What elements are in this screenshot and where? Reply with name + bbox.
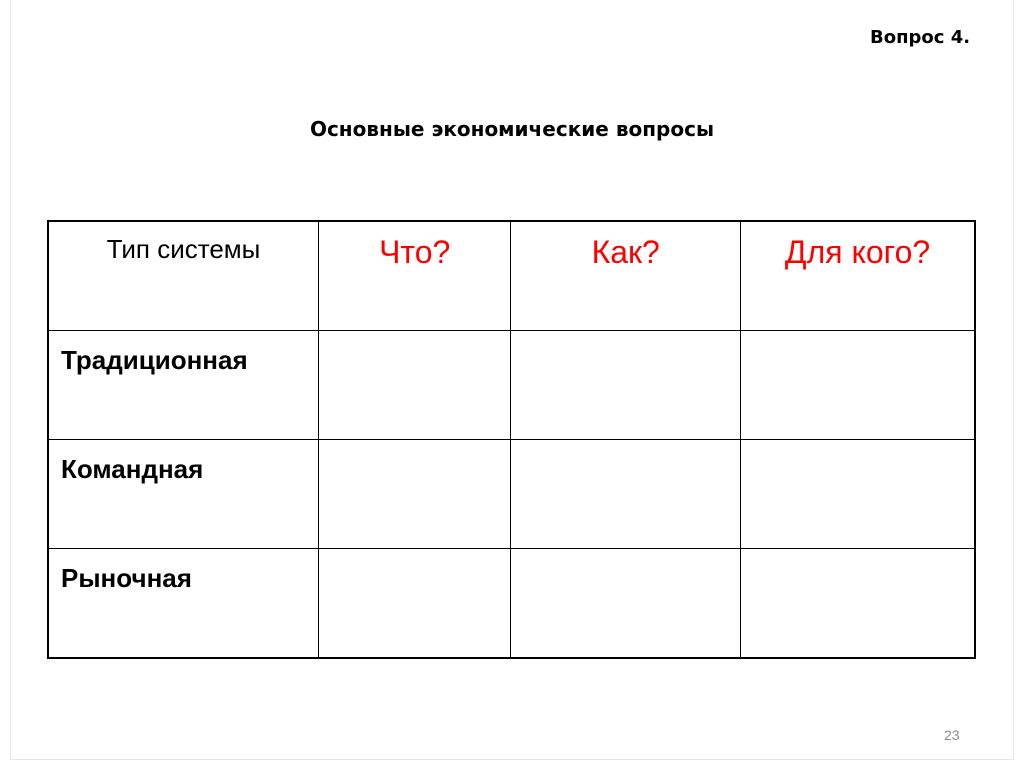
header-cell-how xyxy=(511,221,741,331)
row-label-cell xyxy=(48,549,319,659)
table-cell xyxy=(319,549,511,659)
table-cell xyxy=(511,331,741,440)
table-cell xyxy=(741,440,975,549)
row-label-cell xyxy=(48,440,319,549)
header-label-what: Что? xyxy=(379,234,451,270)
economic-questions-table xyxy=(47,220,976,659)
table-cell xyxy=(319,331,511,440)
header-label-how: Как? xyxy=(591,234,660,270)
header-cell-what xyxy=(319,221,511,331)
page-number: 23 xyxy=(944,727,960,743)
row-label-market: Рыночная xyxy=(61,563,192,593)
table-cell xyxy=(511,440,741,549)
table-cell xyxy=(319,440,511,549)
table-header-row xyxy=(48,221,975,331)
header-label-system-type: Тип системы xyxy=(106,234,261,264)
question-label: Вопрос 4. xyxy=(870,27,971,48)
header-cell-for-whom xyxy=(741,221,975,331)
header-cell-system-type xyxy=(48,221,319,331)
row-label-traditional: Традиционная xyxy=(61,345,248,375)
table-cell xyxy=(741,549,975,659)
header-label-for-whom: Для кого? xyxy=(784,234,931,270)
row-label-command: Командная xyxy=(61,454,204,484)
table-row xyxy=(48,549,975,659)
table-cell xyxy=(511,549,741,659)
table-row xyxy=(48,331,975,440)
row-label-cell xyxy=(48,331,319,440)
table-cell xyxy=(741,331,975,440)
table-row xyxy=(48,440,975,549)
slide-title: Основные экономические вопросы xyxy=(309,117,715,141)
